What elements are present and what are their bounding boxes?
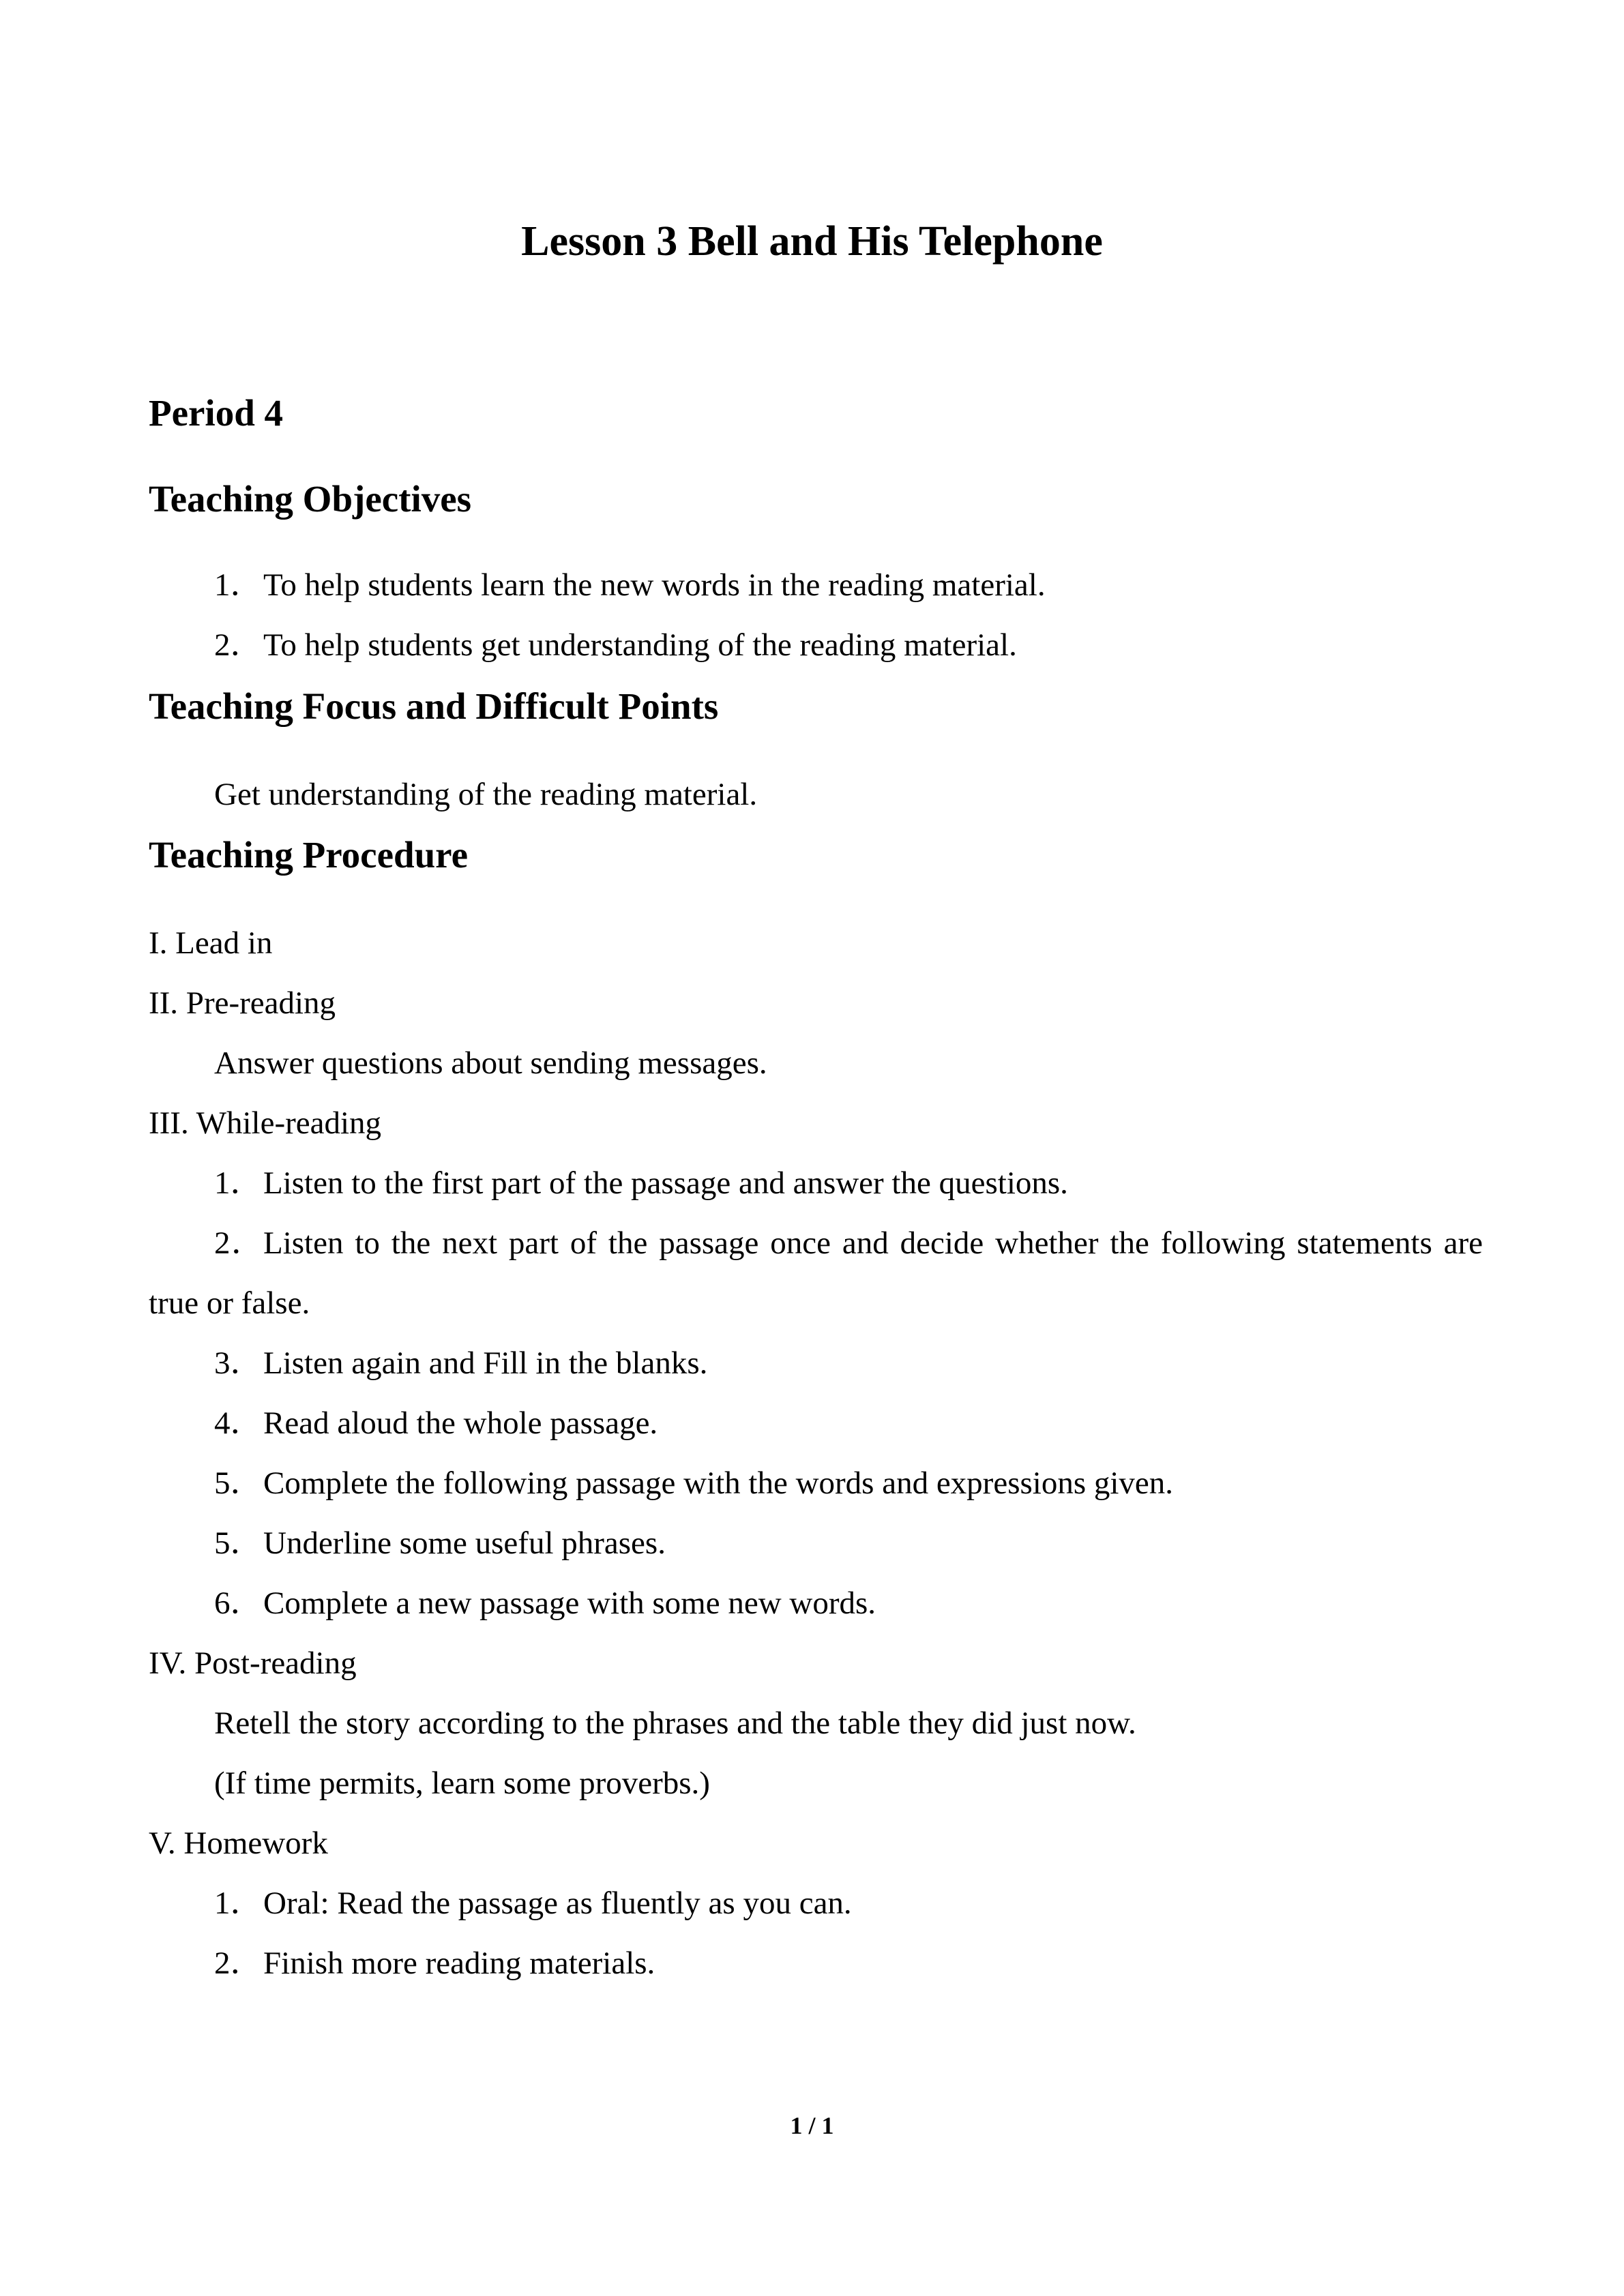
item-number: 1． xyxy=(214,1885,263,1921)
while-reading-item xyxy=(214,1524,666,1562)
objective-text: To help students learn the new words in the reading material. xyxy=(263,567,1046,603)
item-text: Underline some useful phrases. xyxy=(263,1525,666,1561)
item-continuation: true or false. xyxy=(149,1285,310,1321)
item-text: Listen to the next part of the passage once and decide whether the following statements are xyxy=(263,1225,1483,1261)
objective-number: 2． xyxy=(214,627,263,663)
focus-text: Get understanding of the reading material. xyxy=(214,777,758,812)
while-reading-item xyxy=(214,1584,876,1622)
while-reading-item xyxy=(214,1464,1173,1502)
item-number: 5． xyxy=(214,1465,263,1501)
lead-in-label: I. Lead in xyxy=(149,925,273,961)
item-number: 2． xyxy=(214,1945,263,1981)
homework-item xyxy=(214,1884,852,1922)
item-number: 4． xyxy=(214,1405,263,1441)
objectives-heading: Teaching Objectives xyxy=(149,478,472,520)
item-text: Complete a new passage with some new words. xyxy=(263,1585,876,1621)
item-text: Oral: Read the passage as fluently as you can. xyxy=(263,1885,852,1921)
item-number: 1． xyxy=(214,1165,263,1201)
homework-label: V. Homework xyxy=(149,1825,328,1861)
item-number: 6． xyxy=(214,1585,263,1621)
document-title: Lesson 3 Bell and His Telephone xyxy=(521,218,1103,265)
objective-text: To help students get understanding of the reading material. xyxy=(263,627,1017,663)
focus-heading: Teaching Focus and Difficult Points xyxy=(149,685,719,727)
homework-item xyxy=(214,1944,655,1982)
pre-reading-text: Answer questions about sending messages. xyxy=(214,1045,767,1081)
item-text: Finish more reading materials. xyxy=(263,1945,655,1981)
post-reading-text: Retell the story according to the phrases and the table they did just now. xyxy=(214,1705,1136,1741)
item-text: Read aloud the whole passage. xyxy=(263,1405,658,1441)
pre-reading-label: II. Pre-reading xyxy=(149,985,336,1021)
while-reading-label: III. While-reading xyxy=(149,1105,382,1141)
item-text: Listen again and Fill in the blanks. xyxy=(263,1345,708,1381)
item-text: Listen to the first part of the passage and answer the questions. xyxy=(263,1165,1068,1201)
post-reading-label: IV. Post-reading xyxy=(149,1645,357,1681)
item-number: 2． xyxy=(214,1225,263,1261)
objective-item xyxy=(214,566,1046,604)
item-text: Complete the following passage with the words and expressions given. xyxy=(263,1465,1174,1501)
while-reading-item xyxy=(214,1344,707,1382)
period-heading: Period 4 xyxy=(149,392,284,434)
post-reading-note: (If time permits, learn some proverbs.) xyxy=(214,1765,710,1801)
while-reading-item xyxy=(214,1224,1483,1262)
while-reading-item xyxy=(214,1404,658,1442)
item-number: 5． xyxy=(214,1525,263,1561)
procedure-heading: Teaching Procedure xyxy=(149,834,469,876)
while-reading-item xyxy=(214,1164,1068,1202)
page-number: 1 / 1 xyxy=(790,2112,834,2139)
objective-number: 1． xyxy=(214,567,263,603)
objective-item xyxy=(214,626,1017,664)
item-number: 3． xyxy=(214,1345,263,1381)
